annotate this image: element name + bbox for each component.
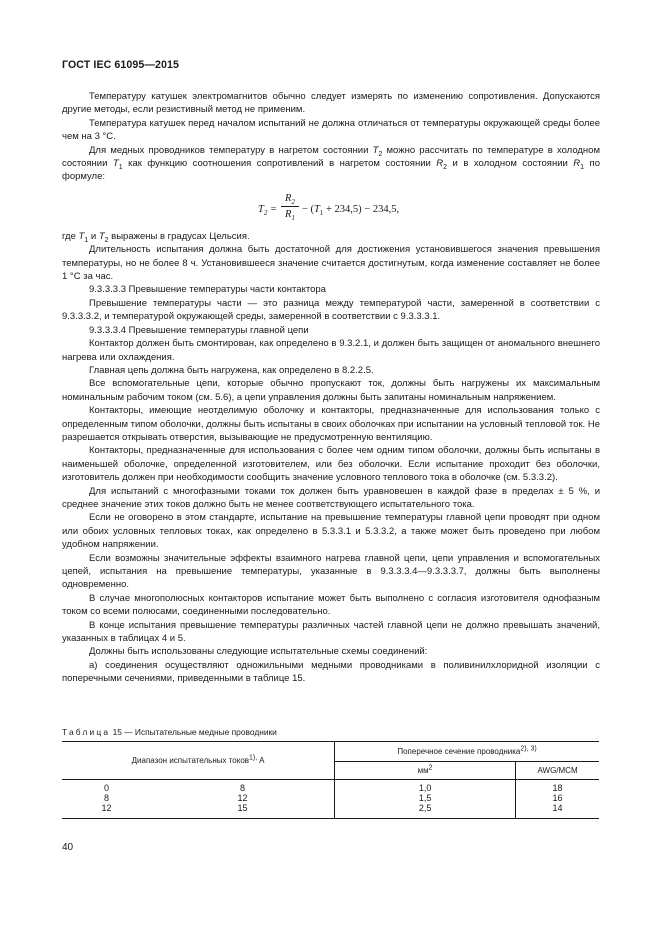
paragraph: Если не оговорено в этом стандарте, испытание на превышение температуры главной цепи проводят при одном или обоих условных тепловых токах, как определено в 5.3.3.1 и 5.3.3.2, а также может быть проведено при любом удобном напряжении.	[62, 512, 600, 551]
paragraph: Длительность испытания должна быть достаточной для достижения установившегося значения превышения температуры, но не более 8 ч. Установившееся значение считается достигнутым, когда изменение составляет не более 1 °С за час.	[62, 244, 600, 283]
paragraph: Температуру катушек электромагнитов обычно следует измерять по изменению сопротивления. Допускаются другие методы, если резистивный метод не применим.	[62, 91, 600, 116]
paragraph: а) соединения осуществляют одножильными медными проводниками в поливинилхлоридной изоляции с поперечными сечениями, приведенными в таблице 15.	[62, 659, 600, 685]
paragraph-where: где $T_1$ и $T_2$ выражены в градусах Цельсия.	[62, 230, 250, 244]
table-caption: Таблица 15 — Испытательные медные проводники	[62, 727, 277, 737]
col-header-mm2: $мм^2$	[335, 762, 516, 780]
paragraph: Если возможны значительные эффекты взаимного нагрева главной цепи, цепи управления и вспомогательных цепей, испытания на превышение температуры, указанные в 9.3.3.3.4—9.3.3.3.7, должны быть выполнены одновременно.	[62, 552, 600, 591]
paragraph: Все вспомогательные цепи, которые обычно пропускают ток, должны быть нагружены их максимальным номинальным рабочим током (см. 5.6), а цепи управления должны быть запитаны номинальным напряжением.	[62, 378, 600, 403]
formula-rest: − $(T_1 + 234,5) - 234,5$,	[302, 203, 400, 217]
paragraph: Превышение температуры части — это разница между температурой части, замеренной в соответствии с 9.3.3.3.2, и температурой окружающей среды, замеренной в соответствии с 9.3.3.3.1.	[62, 297, 600, 323]
cell-range-to: 8 12 15	[151, 780, 335, 819]
section-heading: 9.3.3.3.3 Превышение температуры части контактора	[89, 284, 326, 296]
col-header-awg: AWG/MCM	[516, 762, 599, 780]
paragraph: Контакторы, предназначенные для использования с более чем одним типом оболочки, должны быть испытаны в наименьшей оболочке, определенной изготовителем, или без оболочки. Если испытание проходит без оболочки, изготовитель должен при необходимости сообщить значение условного теплового тока в оболочке (см. 5.3.3.2).	[62, 445, 600, 484]
paragraph-formula-intro: Для медных проводников температуру в нагретом состоянии $T_2$ можно рассчитать по температуре в холодном состоянии $T_1$ как функцию соотношения сопротивлений в нагретом состоянии $R_2$ и в холодном состоянии $R_1$ по формуле:	[62, 144, 600, 183]
cell-awg: 18 16 14	[516, 780, 599, 819]
paragraph: Контактор должен быть смонтирован, как определено в 9.3.2.1, и должен быть защищен от аномального внешнего нагрева или охлаждения.	[62, 338, 600, 363]
col-header-section: Поперечное сечение проводника$^{2), 3)}$	[335, 742, 599, 762]
col-header-range: Диапазон испытательных токов$^{1),}$ А	[62, 742, 335, 780]
cell-range-from: 0 8 12	[62, 780, 151, 819]
paragraph: Должны быть использованы следующие испытательные схемы соединений:	[89, 646, 428, 658]
paragraph: Температура катушек перед началом испытаний не должна отличаться от температуры окружающей среды более чем на 3 °С.	[62, 117, 600, 143]
conductor-table	[62, 741, 599, 819]
cell-mm2: 1,0 1,5 2,5	[335, 780, 516, 819]
document-body	[62, 90, 600, 686]
paragraph: Для испытаний с многофазными токами ток должен быть уравновешен в каждой фазе в пределах ± 5 %, и среднее значение этих токов должно быть не менее соответствующего испытательного тока.	[62, 485, 600, 510]
paragraph: Главная цепь должна быть нагружена, как определено в 8.2.2.5.	[89, 364, 374, 376]
formula-lhs: $T_2$ =	[258, 203, 278, 217]
temperature-formula	[62, 184, 600, 230]
paragraph: Контакторы, имеющие неотделимую оболочку и контакторы, предназначенные для использования только с определенным типом оболочки, должны быть испытаны в своих оболочках при испытании на условный тепловой ток. Не разрешается открывать отверстия, вызывающие не предусмотренную вентиляцию.	[62, 405, 600, 443]
page-number: 40	[62, 842, 74, 853]
section-heading: 9.3.3.3.4 Превышение температуры главной цепи	[89, 324, 309, 336]
paragraph: В конце испытания превышение температуры различных частей главной цепи не должно превышать значений, указанных в таблицах 4 и 5.	[62, 619, 600, 645]
paragraph: В случае многополюсных контакторов испытание может быть выполнено с согласия изготовителя однофазным током со всеми полюсами, соединенными последовательно.	[62, 592, 600, 618]
formula-fraction: $\frac{R_2}{R_1}$	[281, 192, 299, 222]
document-header: ГОСТ IEC 61095—2015	[62, 59, 180, 71]
